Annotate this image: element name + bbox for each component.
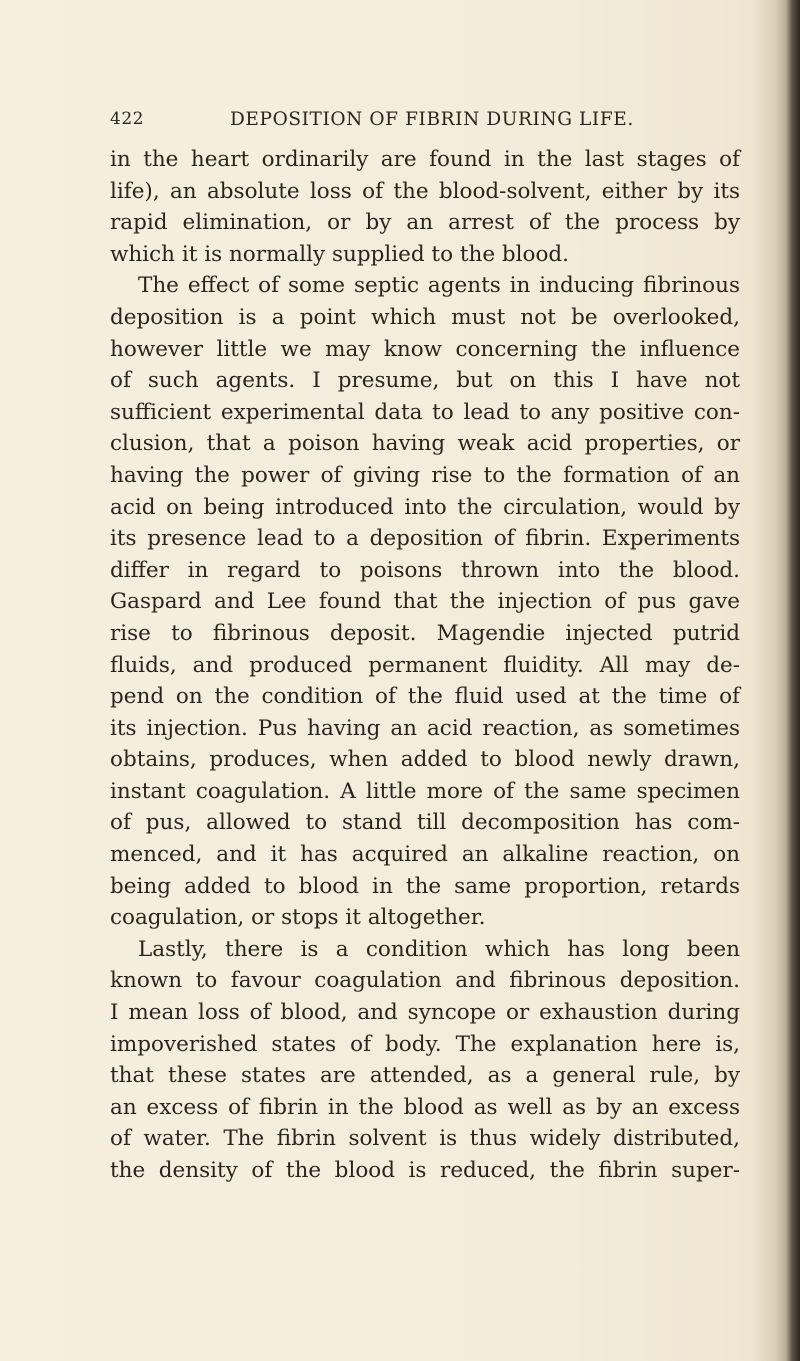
text-line: Gaspard and Lee found that the injection of pus gave (110, 589, 740, 615)
text-line: instant coagulation. A little more of the same specimen (110, 778, 740, 804)
text-line: pend on the condition of the fluid used at the time of (110, 684, 740, 710)
page-edge-shadow (786, 0, 800, 1361)
text-line: fluids, and produced permanent fluidity. All may de- (110, 652, 740, 678)
text-line: in the heart ordinarily are found in the last stages of (110, 147, 740, 172)
text-line: which it is normally supplied to the blood. (110, 241, 570, 267)
text-line: the density of the blood is reduced, the fibrin super- (110, 1158, 740, 1183)
running-title: DEPOSITION OF FIBRIN DURING LIFE. (230, 109, 634, 130)
text-line: clusion, that a poison having weak acid properties, or (110, 431, 740, 457)
text-line: being added to blood in the same proportion, retards (110, 873, 740, 899)
text-line: that these states are attended, as a general rule, by (110, 1063, 740, 1089)
text-line: sufficient experimental data to lead to any positive con- (110, 399, 740, 425)
text-line: rapid elimination, or by an arrest of the process by (110, 210, 740, 236)
text-line: differ in regard to poisons thrown into the blood. (110, 557, 740, 583)
text-line: obtains, produces, when added to blood newly drawn, (110, 747, 740, 773)
text-line: its presence lead to a deposition of fibrin. Experiments (110, 526, 740, 552)
text-line: life), an absolute loss of the blood-solvent, either by its (110, 178, 740, 204)
text-line: coagulation, or stops it altogether. (110, 905, 486, 931)
body-text (110, 144, 740, 1187)
paragraph-start-line: Lastly, there is a condition which has long been (138, 936, 740, 962)
running-head (110, 109, 670, 139)
text-line: menced, and it has acquired an alkaline reaction, on (110, 842, 740, 868)
paragraph-start-line: The effect of some septic agents in inducing fibrinous (138, 273, 740, 299)
text-line: rise to fibrinous deposit. Magendie injected putrid (110, 620, 740, 646)
text-line: having the power of giving rise to the formation of an (110, 462, 740, 488)
page-number: 422 (110, 109, 144, 129)
text-line: deposition is a point which must not be overlooked, (110, 304, 740, 330)
text-line: an excess of fibrin in the blood as well as by an excess (110, 1094, 740, 1120)
text-line: however little we may know concerning the influence (110, 336, 740, 362)
text-line: impoverished states of body. The explanation here is, (110, 1031, 740, 1057)
text-line: known to favour coagulation and fibrinous deposition. (110, 968, 740, 994)
text-line: acid on being introduced into the circulation, would by (110, 494, 740, 520)
text-line: of such agents. I presume, but on this I have not (110, 368, 740, 394)
text-line: of pus, allowed to stand till decomposition has com- (110, 810, 740, 836)
text-line: its injection. Pus having an acid reaction, as sometimes (110, 715, 740, 741)
text-line: of water. The fibrin solvent is thus widely distributed, (110, 1126, 740, 1152)
text-line: I mean loss of blood, and syncope or exhaustion during (110, 1000, 740, 1026)
